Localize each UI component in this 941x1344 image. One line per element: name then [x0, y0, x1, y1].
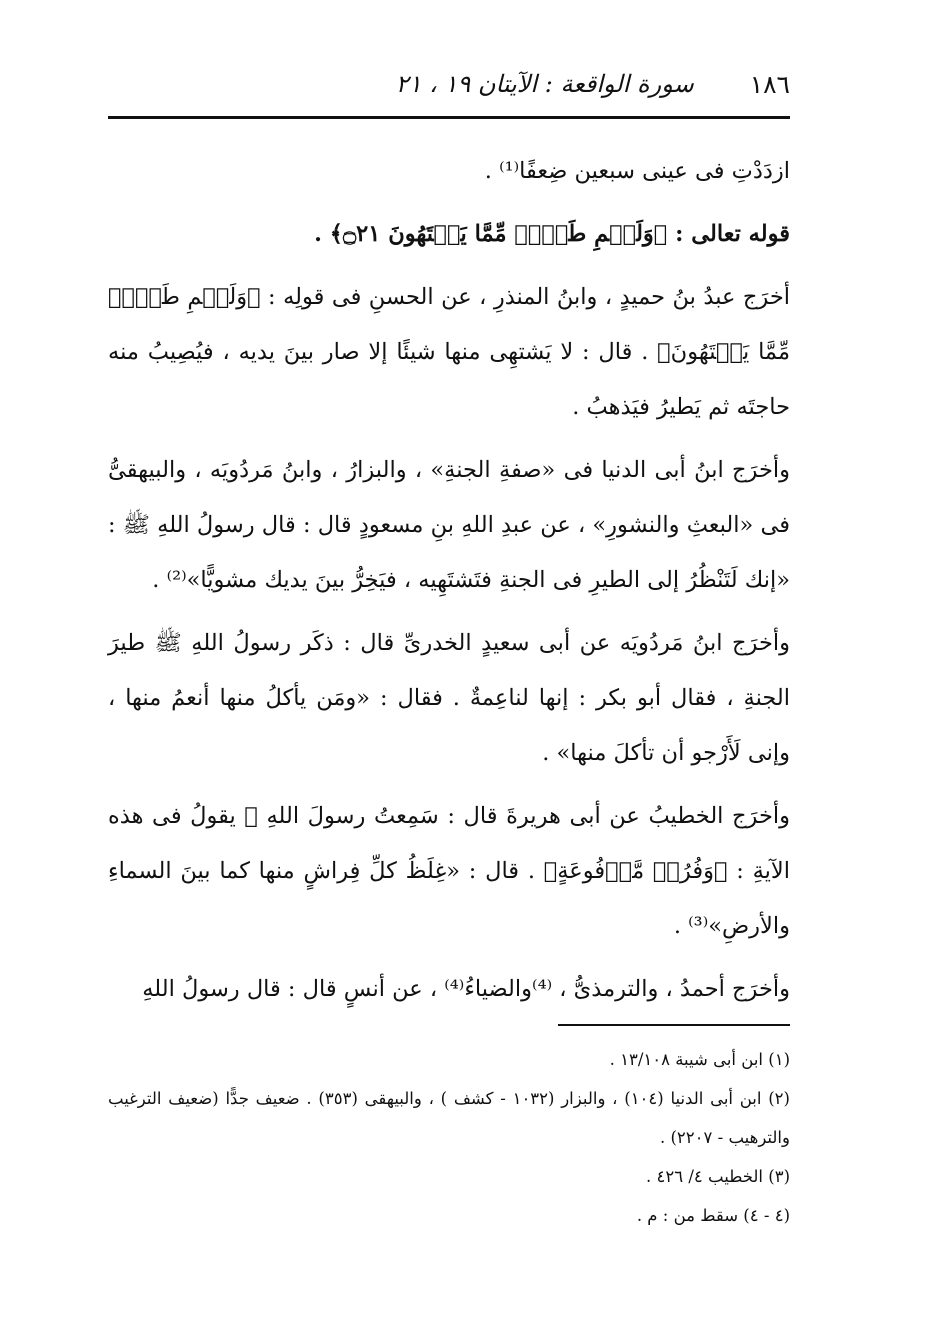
verse-heading: قوله تعالى : ﴿وَلَحۡمِ طَيۡرٖ مِّمَّا يَشۡتَهُونَ ۝٢١﴾ .	[314, 221, 790, 247]
footnote: (١) ابن أبى شيبة ١٣/١٠٨ .	[609, 1050, 790, 1069]
footnote: (٣) الخطيب ٤/ ٤٢٦ .	[646, 1167, 790, 1186]
header-rule	[108, 116, 790, 119]
page-number: ١٨٦	[749, 69, 790, 99]
footnote: (٤ - ٤) سقط من : م .	[636, 1206, 790, 1225]
body-text	[108, 144, 790, 1025]
footnotes	[108, 1040, 790, 1235]
body-paragraph: أخرَج عبدُ بنُ حميدٍ ، وابنُ المنذرِ ، عن الحسنِ فى قولِه : ﴿وَلَحۡمِ طَيۡرٖ مِّمَّا يَشۡتَهُونَ﴾ . قال : لا يَشتهِى منها شيئًا إلا صار بينَ يديه ، فيُصِيبُ منه حاجتَه ثم يَطيرُ فيَذهبُ .	[108, 284, 790, 420]
body-paragraph: ازدَدْتِ فى عينى سبعين ضِعفًا⁽¹⁾ .	[484, 158, 790, 184]
body-paragraph: وأخرَج الخطيبُ عن أبى هريرةَ قال : سَمِعتُ رسولَ اللهِ ﷺ يقولُ فى هذه الآيةِ : ﴿وَفُرُشٖ مَّرۡفُوعَةٍ﴾ . قال : «غِلَظُ كلِّ فِراشٍ منها كما بينَ السماءِ والأرضِ»⁽³⁾ .	[108, 803, 790, 939]
footnote-rule	[558, 1024, 790, 1026]
page-header	[108, 58, 790, 110]
body-paragraph: وأخرَج ابنُ أبى الدنيا فى «صفةِ الجنةِ» ، والبزارُ ، وابنُ مَردُويَه ، والبيهقىُّ فى «البعثِ والنشورِ» ، عن عبدِ اللهِ بنِ مسعودٍ قال : قال رسولُ اللهِ ﷺ : «إنك لَتَنْظُرُ إلى الطيرِ فى الجنةِ فتَشتَهِيه ، فيَخِرُّ بينَ يديك مشويًّا»⁽²⁾ .	[108, 457, 790, 593]
body-paragraph: وأخرَج ابنُ مَردُويَه عن أبى سعيدٍ الخدرىِّ قال : ذكَر رسولُ اللهِ ﷺ طيرَ الجنةِ ، فقال أبو بكر : إنها لناعِمةٌ . فقال : «ومَن يأكلُ منها أنعمُ منها ، وإنى لَأَرْجو أن تأكلَ منها» .	[108, 630, 790, 766]
running-head: سورة الواقعة : الآيتان ١٩ ، ٢١	[395, 70, 694, 98]
footnote: (٢) ابن أبى الدنيا (١٠٤) ، والبزار (١٠٣٢ - كشف ) ، والبيهقى (٣٥٣) . ضعيف جدًّا (ضعيف الترغيب والترهيب - ٢٢٠٧) .	[108, 1089, 790, 1147]
book-page	[108, 58, 790, 1308]
body-paragraph: وأخرَج أحمدُ ، والترمذىُّ ، ⁽⁴⁾والضياءُ⁽⁴⁾ ، عن أنسٍ قال : قال رسولُ اللهِ	[142, 976, 790, 1002]
